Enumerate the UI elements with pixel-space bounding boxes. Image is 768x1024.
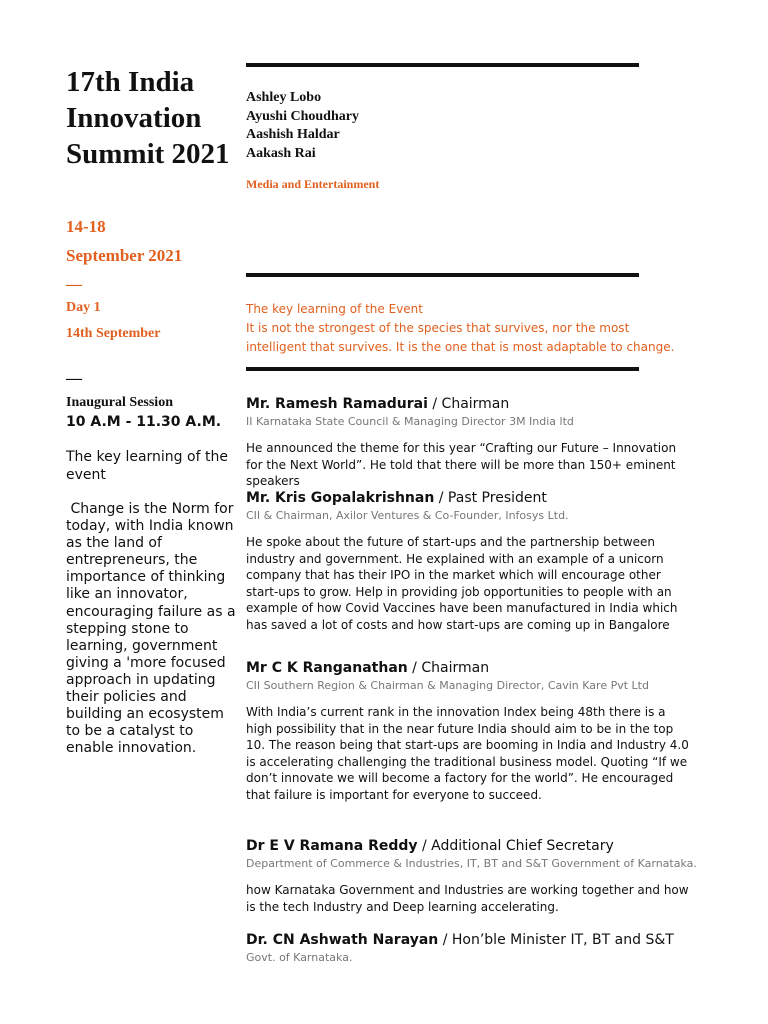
speaker-name: Dr. CN Ashwath Narayan [246, 932, 439, 948]
event-dates [66, 212, 182, 270]
speaker-heading [246, 396, 694, 412]
speaker-block [246, 396, 694, 490]
session-time: 10 A.M - 11.30 A.M. [66, 414, 222, 430]
day-divider-dash: — [66, 276, 82, 293]
speaker-summary: He announced the theme for this year “Crafting our Future – Innovation for the Next World”. He told that there will be more than 150+ eminent speakers [246, 441, 677, 488]
speaker-summary: With India’s current rank in the innovation Index being 48th there is a high possibility that in the near future India should aim to be in the top 10. The reason being that start-ups are booming in India and Industry 4.0 is accelerating challenging the traditional business model. Quoting “If we don’t innovate we will become a factory for the world”. He encouraged that failure is important for everyone to succeed. [246, 705, 689, 802]
speaker-role: / Past President [434, 490, 547, 506]
author-name: Ashley Lobo [246, 90, 322, 105]
speaker-name: Mr. Kris Gopalakrishnan [246, 490, 435, 506]
speaker-summary: how Karnataka Government and Industries are working together and how is the tech Industry and Deep learning accelerating. [246, 883, 689, 914]
speaker-organization: Govt. of Karnataka. [246, 951, 353, 964]
speaker-role: / Additional Chief Secretary [417, 838, 614, 854]
speaker-block [246, 490, 694, 633]
speaker-organization: Department of Commerce & Industries, IT, BT and S&T Government of Karnataka. [246, 857, 697, 870]
speaker-role: / Hon’ble Minister IT, BT and S&T [438, 932, 674, 948]
author-list [246, 89, 359, 163]
middle-divider-rule [246, 273, 639, 277]
speaker-block [246, 932, 694, 964]
event-title: 17th India Innovation Summit 2021 [66, 66, 230, 170]
speaker-heading [246, 490, 694, 506]
session-divider-dash: — [66, 370, 82, 387]
category-label: Media and Entertainment [246, 177, 380, 191]
speaker-organization: II Karnataka State Council & Managing Director 3M India ltd [246, 415, 574, 428]
day-label: Day 1 [66, 300, 101, 315]
day-date: 14th September [66, 326, 161, 341]
top-divider-rule [246, 63, 639, 67]
event-dates-month: September 2021 [66, 246, 183, 265]
event-dates-days: 14-18 [66, 217, 106, 236]
speaker-name: Mr C K Ranganathan [246, 660, 408, 676]
author-name: Ayushi Choudhary [246, 108, 359, 124]
speaker-block [246, 660, 694, 803]
speaker-organization: CII & Chairman, Axilor Ventures & Co-Founder, Infosys Ltd. [246, 509, 569, 522]
session-learning-title: The key learning of the event [66, 449, 228, 483]
key-learning-heading: The key learning of the Event [246, 302, 423, 316]
speaker-role: / Chairman [407, 660, 490, 676]
speaker-name: Mr. Ramesh Ramadurai [246, 396, 428, 412]
speaker-role: / Chairman [427, 396, 510, 412]
speaker-heading [246, 838, 694, 854]
author-name: Aakash Rai [246, 145, 316, 161]
session-learning-body: Change is the Norm for today, with India known as the land of entrepreneurs, the importance of thinking like an innovator, encouraging failure as a stepping stone to learning, government giving a 'more focused approach in updating their policies and building an ecosystem to be a catalyst to enable innovation. [66, 501, 240, 757]
speaker-name: Dr E V Ramana Reddy [246, 838, 418, 854]
speaker-organization: CII Southern Region & Chairman & Managing Director, Cavin Kare Pvt Ltd [246, 679, 649, 692]
lower-divider-rule [246, 367, 639, 371]
session-title: Inaugural Session [66, 395, 173, 410]
speaker-heading [246, 932, 694, 948]
speaker-heading [246, 660, 694, 676]
speaker-summary: He spoke about the future of start-ups and the partnership between industry and government. He explained with an example of a unicorn company that has their IPO in the market which will encourage other start-ups to grow. Help in providing job opportunities to people with an example of how Covid Vaccines have been manufactured in India which has saved a lot of costs and how start-ups are coming up in Bangalore [246, 535, 678, 632]
key-learning-quote: It is not the strongest of the species that survives, nor the most intelligent that survives. It is the one that is most adaptable to change. [246, 321, 675, 354]
speaker-block [246, 838, 697, 915]
author-name: Aashish Haldar [246, 127, 340, 142]
